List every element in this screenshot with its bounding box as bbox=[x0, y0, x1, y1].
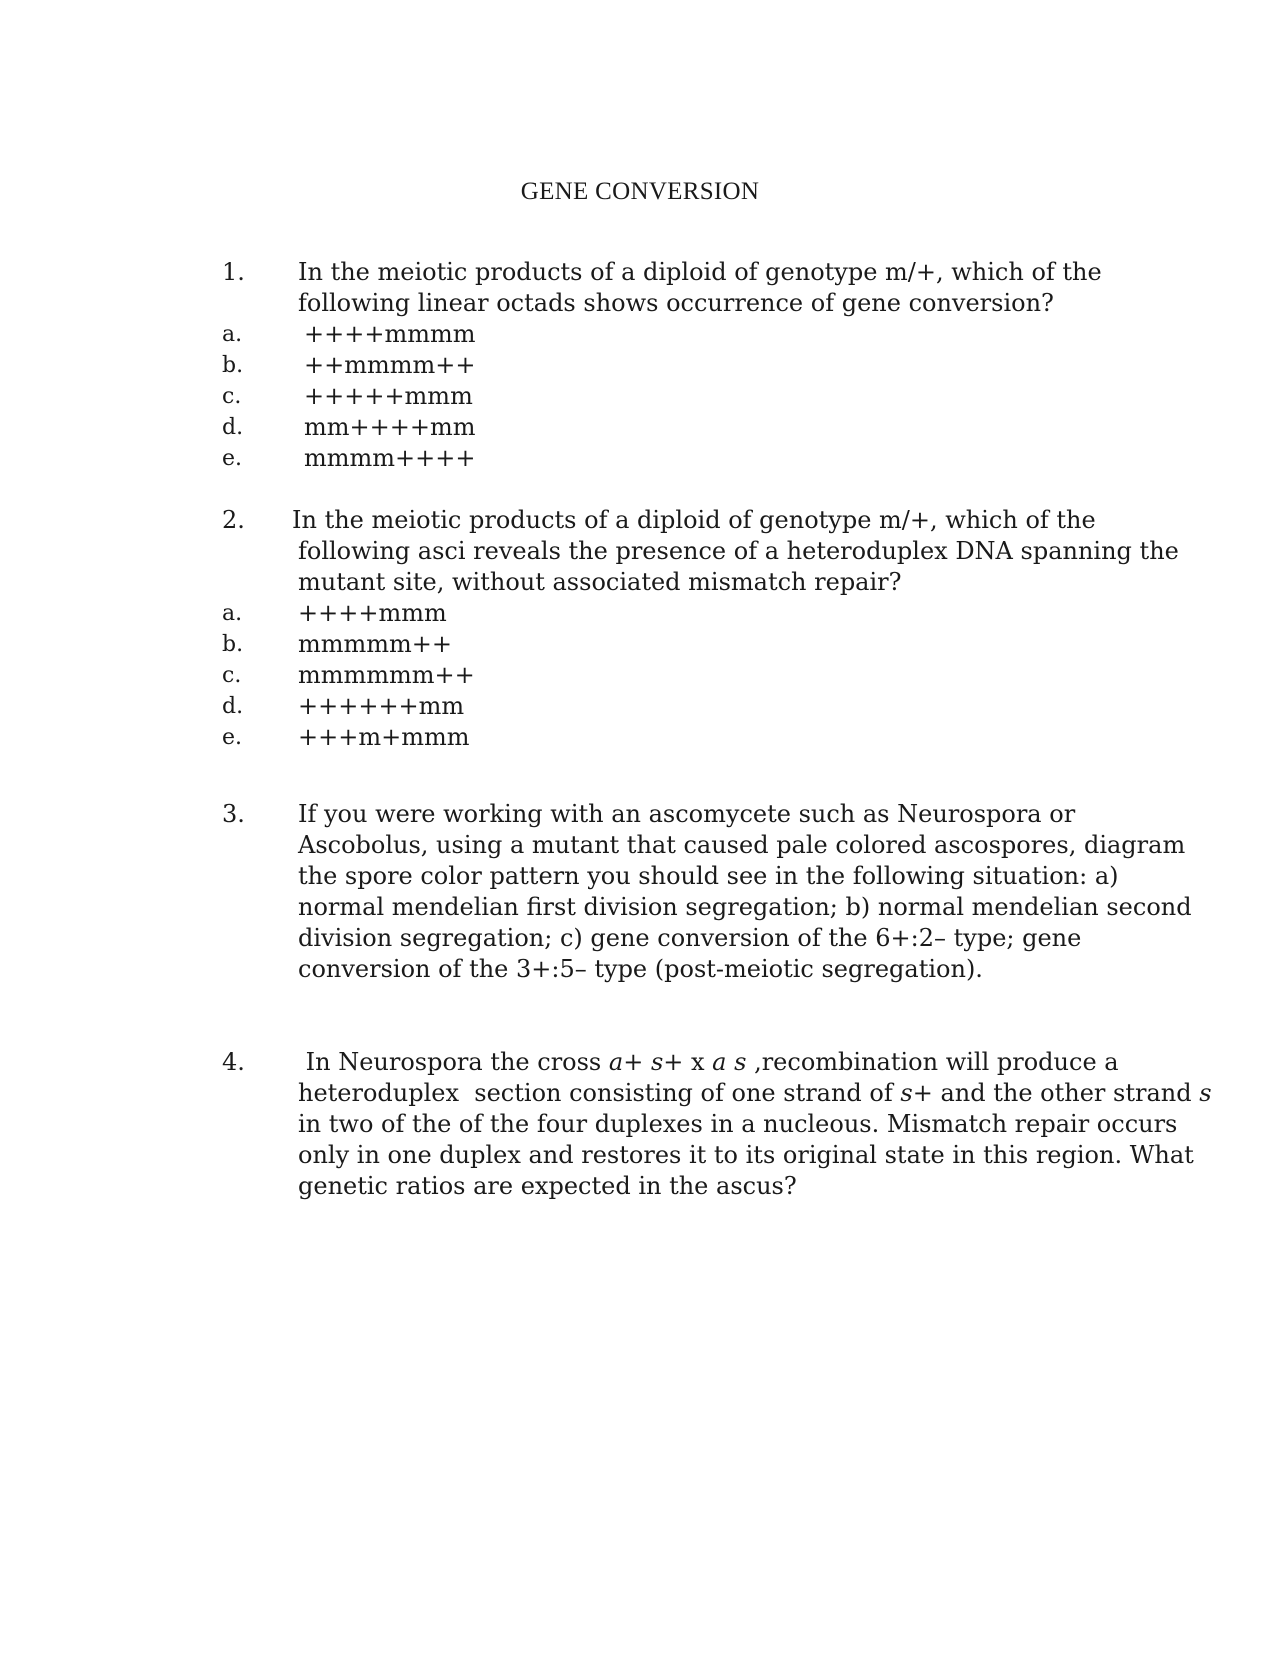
text-run: In Neurospora the cross bbox=[298, 1048, 609, 1076]
answer-option bbox=[222, 598, 1122, 629]
allele-s: s bbox=[1199, 1079, 1212, 1107]
option-letter: e. bbox=[222, 725, 243, 750]
question-1 bbox=[222, 257, 1122, 474]
answer-option bbox=[222, 381, 1122, 412]
allele-a: a bbox=[608, 1048, 624, 1076]
question-stem-line bbox=[222, 536, 1179, 567]
question-text: conversion of the 3+:5– type (post-meiotic segregation). bbox=[298, 955, 983, 983]
option-text: +++++mmm bbox=[304, 382, 473, 410]
answer-option bbox=[222, 350, 1122, 381]
question-text bbox=[298, 1047, 1119, 1078]
question-stem-line bbox=[222, 257, 1122, 288]
question-stem-line bbox=[222, 1171, 1122, 1202]
allele-s: s bbox=[900, 1079, 913, 1107]
option-letter: a. bbox=[222, 601, 243, 626]
question-text: normal mendelian first division segregation; b) normal mendelian second bbox=[298, 893, 1192, 921]
question-number: 2. bbox=[222, 506, 245, 534]
option-letter: b. bbox=[222, 353, 244, 378]
question-text: mutant site, without associated mismatch repair? bbox=[298, 568, 902, 596]
answer-option bbox=[222, 660, 1122, 691]
question-text: genetic ratios are expected in the ascus? bbox=[298, 1172, 797, 1200]
allele-a: a bbox=[712, 1048, 727, 1076]
text-run: + and the other strand bbox=[912, 1079, 1200, 1107]
option-text: +++m+mmm bbox=[298, 723, 470, 751]
question-text: If you were working with an ascomycete such as Neurospora or bbox=[298, 800, 1076, 828]
question-text: Ascobolus, using a mutant that caused pale colored ascospores, diagram bbox=[298, 831, 1186, 859]
allele-s: s bbox=[734, 1048, 747, 1076]
question-stem-line bbox=[222, 288, 1122, 319]
question-stem-line bbox=[222, 923, 1122, 954]
question-text: following asci reveals the presence of a heteroduplex DNA spanning the bbox=[298, 537, 1179, 565]
option-text: mmmmm++ bbox=[298, 630, 453, 658]
question-stem-line bbox=[222, 1047, 1122, 1078]
question-stem-line bbox=[222, 1078, 1212, 1109]
question-2 bbox=[222, 505, 1179, 753]
option-text: ++mmmm++ bbox=[304, 351, 476, 379]
question-stem-line bbox=[222, 1140, 1194, 1171]
question-3 bbox=[222, 799, 1192, 985]
question-text: the spore color pattern you should see in the following situation: a) bbox=[298, 862, 1119, 890]
option-text: ++++mmmm bbox=[304, 320, 476, 348]
question-stem-line bbox=[222, 505, 1122, 536]
option-text: mm++++mm bbox=[304, 413, 476, 441]
option-text: ++++++mm bbox=[298, 692, 465, 720]
question-text: following linear octads shows occurrence of gene conversion? bbox=[298, 289, 1054, 317]
option-letter: c. bbox=[222, 663, 242, 688]
option-text: mmmmmm++ bbox=[298, 661, 475, 689]
question-stem-line bbox=[222, 799, 1122, 830]
text-run: + x bbox=[663, 1048, 713, 1076]
question-stem-line bbox=[222, 1109, 1178, 1140]
option-letter: e. bbox=[222, 446, 243, 471]
option-letter: d. bbox=[222, 694, 244, 719]
text-run: + bbox=[623, 1048, 651, 1076]
question-text: in two of the of the four duplexes in a nucleous. Mismatch repair occurs bbox=[298, 1110, 1178, 1138]
option-letter: a. bbox=[222, 322, 243, 347]
option-text: ++++mmm bbox=[298, 599, 447, 627]
option-letter: c. bbox=[222, 384, 242, 409]
question-stem-line bbox=[222, 861, 1122, 892]
question-4 bbox=[222, 1047, 1212, 1202]
option-letter: b. bbox=[222, 632, 244, 657]
page-title: GENE CONVERSION bbox=[520, 178, 760, 205]
question-stem-line bbox=[222, 954, 1122, 985]
question-text: division segregation; c) gene conversion of the 6+:2– type; gene bbox=[298, 924, 1082, 952]
answer-option bbox=[222, 691, 1122, 722]
question-text bbox=[298, 1078, 1212, 1109]
question-number: 3. bbox=[222, 800, 245, 828]
question-text: In the meiotic products of a diploid of genotype m/+, which of the bbox=[298, 258, 1102, 286]
option-text: mmmm++++ bbox=[304, 444, 476, 472]
answer-option bbox=[222, 319, 1122, 350]
answer-option bbox=[222, 629, 1122, 660]
answer-option bbox=[222, 443, 1122, 474]
text-run: ,recombination will produce a bbox=[746, 1048, 1119, 1076]
allele-s: s bbox=[650, 1048, 664, 1076]
question-stem-line bbox=[222, 892, 1192, 923]
answer-option bbox=[222, 412, 1122, 443]
text-run: heteroduplex section consisting of one strand of bbox=[298, 1079, 901, 1107]
question-text: only in one duplex and restores it to its original state in this region. What bbox=[298, 1141, 1194, 1169]
question-number: 1. bbox=[222, 258, 245, 286]
question-stem-line bbox=[222, 830, 1186, 861]
question-number: 4. bbox=[222, 1048, 245, 1076]
answer-option bbox=[222, 722, 1122, 753]
question-stem-line bbox=[222, 567, 1122, 598]
question-text: In the meiotic products of a diploid of genotype m/+, which of the bbox=[292, 506, 1096, 534]
option-letter: d. bbox=[222, 415, 244, 440]
text-run bbox=[726, 1048, 734, 1076]
